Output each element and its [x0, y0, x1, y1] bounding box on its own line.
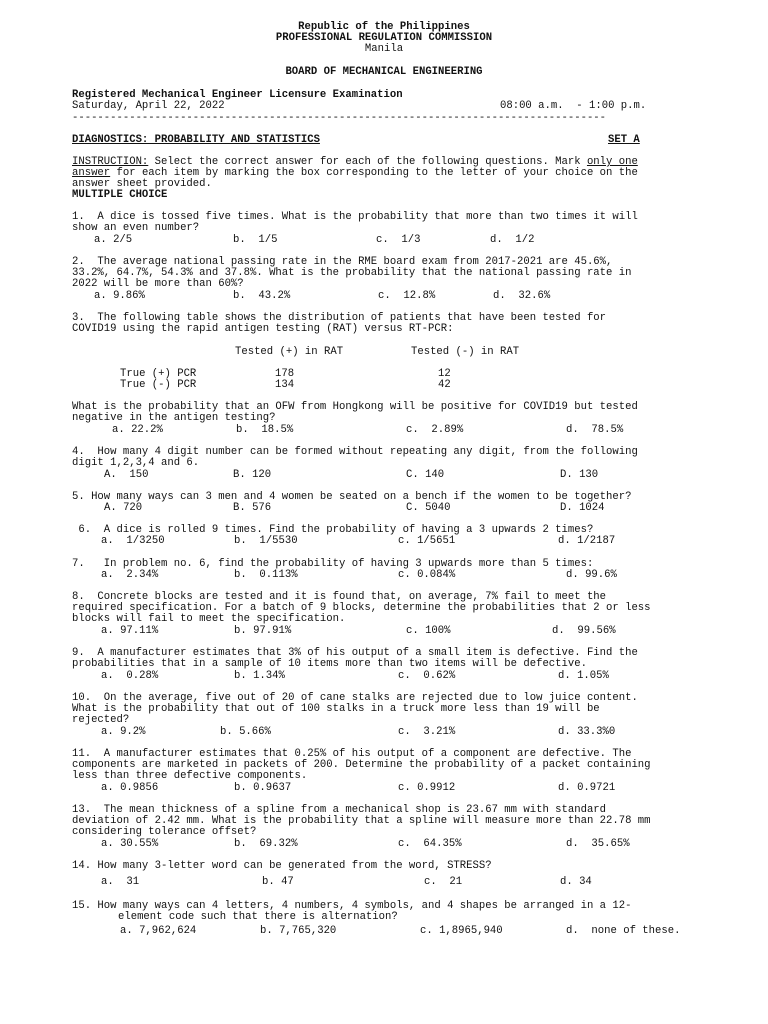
- q15-option-b: b. 7,765,320: [260, 925, 337, 937]
- q6-option-b: b. 1/5530: [234, 535, 298, 547]
- table-row-label: True (-) PCR: [120, 379, 197, 391]
- q15-option-c: c. 1,8965,940: [420, 925, 503, 937]
- set-label: SET A: [608, 134, 640, 146]
- q15-option-a: a. 7,962,624: [120, 925, 197, 937]
- q7-option-a: a. 2.34%: [101, 569, 159, 581]
- question-13-cont2: considering tolerance offset?: [72, 826, 257, 838]
- q15-option-d: d. none of these.: [566, 925, 681, 937]
- question-10-cont2: rejected?: [72, 714, 130, 726]
- q10-option-c: c. 3.21%: [398, 726, 456, 738]
- q6-option-a: a. 1/3250: [101, 535, 165, 547]
- q5-option-d: D. 1024: [560, 502, 605, 514]
- q9-option-d: d. 1.05%: [558, 670, 609, 682]
- q3-option-b: b. 18.5%: [236, 424, 294, 436]
- q11-option-c: c. 0.9912: [398, 782, 456, 794]
- question-6: 6. A dice is rolled 9 times. Find the probability of having a 3 upwards 2 times?: [72, 524, 594, 536]
- question-9-cont: probabilities that in a sample of 10 items more than two items will be defective.: [72, 658, 587, 670]
- q1-option-c: c. 1/3: [376, 234, 421, 246]
- q14-option-a: a. 31: [101, 876, 140, 888]
- q14-option-b: b. 47: [262, 876, 294, 888]
- question-15-cont: element code such that there is alternation?: [118, 911, 398, 923]
- q6-option-c: c. 1/5651: [398, 535, 456, 547]
- q4-option-b: B. 120: [233, 469, 272, 481]
- exam-date: Saturday, April 22, 2022: [72, 100, 225, 112]
- q10-option-d: d. 33.3%0: [558, 726, 616, 738]
- q8-option-a: a. 97.11%: [101, 625, 159, 637]
- q7-option-c: c. 0.084%: [398, 569, 456, 581]
- q13-option-a: a. 30.55%: [101, 838, 159, 850]
- question-10-cont: What is the probability that out of 100 stalks in a truck more less than 19 will be: [72, 703, 600, 715]
- question-2-cont2: 2022 will be more than 60%?: [72, 278, 244, 290]
- q14-option-c: c. 21: [424, 876, 463, 888]
- question-3-cont2: What is the probability that an OFW from Hongkong will be positive for COVID19 but tested: [72, 401, 638, 413]
- q1-option-d: d. 1/2: [490, 234, 535, 246]
- question-3-cont: COVID19 using the rapid antigen testing (RAT) versus RT-PCR:: [72, 323, 454, 335]
- question-9: 9. A manufacturer estimates that 3% of his output of a small item is defective. Find the: [72, 647, 638, 659]
- question-3: 3. The following table shows the distribution of patients that have been tested for: [72, 312, 607, 324]
- question-4: 4. How many 4 digit number can be formed without repeating any digit, from the following: [72, 446, 638, 458]
- q2-option-c: c. 12.8%: [378, 290, 436, 302]
- table-cell: 134: [275, 379, 295, 391]
- question-13-cont: deviation of 2.42 mm. What is the probability that a spline will measure more than 22.78 mm: [72, 815, 651, 827]
- question-8: 8. Concrete blocks are tested and it is found that, on average, 7% fail to meet the: [72, 591, 607, 603]
- q10-option-b: b. 5.66%: [220, 726, 271, 738]
- table-cell: 42: [438, 379, 451, 391]
- q8-option-b: b. 97.91%: [234, 625, 292, 637]
- q4-option-d: D. 130: [560, 469, 599, 481]
- instruction-label: INSTRUCTION:: [72, 156, 149, 168]
- question-14: 14. How many 3-letter word can be generated from the word, STRESS?: [72, 860, 492, 872]
- q3-option-d: d. 78.5%: [566, 424, 624, 436]
- question-11-cont2: less than three defective components.: [72, 770, 308, 782]
- header-board: BOARD OF MECHANICAL ENGINEERING: [285, 66, 483, 78]
- question-1-cont: show an even number?: [72, 222, 200, 234]
- q8-option-c: c. 100%: [406, 625, 451, 637]
- question-7: 7. In problem no. 6, find the probability of having 3 upwards more than 5 times:: [72, 558, 594, 570]
- q5-option-a: A. 720: [104, 502, 143, 514]
- q2-option-a: a. 9.86%: [94, 290, 145, 302]
- q1-option-b: b. 1/5: [233, 234, 278, 246]
- q4-option-a: A. 150: [104, 469, 149, 481]
- table-header-positive: Tested (+) in RAT: [235, 346, 344, 358]
- question-3-cont3: negative in the antigen testing?: [72, 412, 276, 424]
- table-cell: 178: [275, 368, 295, 380]
- question-8-cont2: blocks will fail to meet the specification.: [72, 613, 346, 625]
- header-commission: PROFESSIONAL REGULATION COMMISSION: [275, 32, 493, 44]
- q9-option-c: c. 0.62%: [398, 670, 456, 682]
- table-row-label: True (+) PCR: [120, 368, 197, 380]
- q11-option-a: a. 0.9856: [101, 782, 159, 794]
- question-1: 1. A dice is tossed five times. What is the probability that more than two times it will: [72, 211, 638, 223]
- instruction-line1: INSTRUCTION: Select the correct answer for each of the following questions. Mark only one: [72, 156, 638, 168]
- q9-option-b: b. 1.34%: [234, 670, 285, 682]
- q1-option-a: a. 2/5: [94, 234, 133, 246]
- question-2-cont: 33.2%, 64.7%, 54.3% and 37.8%. What is the probability that the national passing rate in: [72, 267, 632, 279]
- question-2: 2. The average national passing rate in the RME board exam from 2017-2021 are 45.6%,: [72, 256, 613, 268]
- table-header-negative: Tested (-) in RAT: [411, 346, 520, 358]
- separator-line: ------------------------------------------------------------------------------------: [72, 113, 607, 124]
- q3-option-c: c. 2.89%: [406, 424, 464, 436]
- question-13: 13. The mean thickness of a spline from a mechanical shop is 23.67 mm with standard: [72, 804, 607, 816]
- q6-option-d: d. 1/2187: [558, 535, 616, 547]
- instruction-line2: answer for each item by marking the box corresponding to the letter of your choice on the: [72, 167, 638, 179]
- q11-option-d: d. 0.9721: [558, 782, 616, 794]
- q5-option-c: C. 5040: [406, 502, 451, 514]
- q14-option-d: d. 34: [560, 876, 592, 888]
- q4-option-c: C. 140: [406, 469, 445, 481]
- exam-title: Registered Mechanical Engineer Licensure Examination: [72, 89, 403, 101]
- q13-option-d: d. 35.65%: [566, 838, 630, 850]
- section-title: DIAGNOSTICS: PROBABILITY AND STATISTICS: [72, 134, 320, 146]
- multiple-choice-label: MULTIPLE CHOICE: [72, 189, 168, 201]
- question-4-cont: digit 1,2,3,4 and 6.: [72, 457, 200, 469]
- header-city: Manila: [364, 43, 404, 55]
- q3-option-a: a. 22.2%: [112, 424, 163, 436]
- question-11-cont: components are marketed in packets of 200. Determine the probability of a packet containing: [72, 759, 651, 771]
- q5-option-b: B. 576: [233, 502, 272, 514]
- exam-time: 08:00 a.m. - 1:00 p.m.: [500, 100, 647, 112]
- question-8-cont: required specification. For a batch of 9 blocks, determine the probabilities that 2 or less: [72, 602, 651, 614]
- question-15: 15. How many ways can 4 letters, 4 numbers, 4 symbols, and 4 shapes be arranged in a 12-: [72, 900, 632, 912]
- q7-option-d: d. 99.6%: [566, 569, 617, 581]
- table-cell: 12: [438, 368, 451, 380]
- question-10: 10. On the average, five out of 20 of cane stalks are rejected due to low juice content.: [72, 692, 638, 704]
- instruction-line3: answer sheet provided.: [72, 178, 212, 190]
- header-republic: Republic of the Philippines: [298, 21, 470, 33]
- question-5: 5. How many ways can 3 men and 4 women be seated on a bench if the women to be together?: [72, 491, 632, 503]
- q13-option-c: c. 64.35%: [398, 838, 462, 850]
- q2-option-b: b. 43.2%: [233, 290, 291, 302]
- question-11: 11. A manufacturer estimates that 0.25% of his output of a component are defective. The: [72, 748, 632, 760]
- q13-option-b: b. 69.32%: [234, 838, 298, 850]
- q7-option-b: b. 0.113%: [234, 569, 298, 581]
- q10-option-a: a. 9.2%: [101, 726, 146, 738]
- q11-option-b: b. 0.9637: [234, 782, 292, 794]
- q9-option-a: a. 0.28%: [101, 670, 159, 682]
- q8-option-d: d. 99.56%: [552, 625, 616, 637]
- q2-option-d: d. 32.6%: [493, 290, 551, 302]
